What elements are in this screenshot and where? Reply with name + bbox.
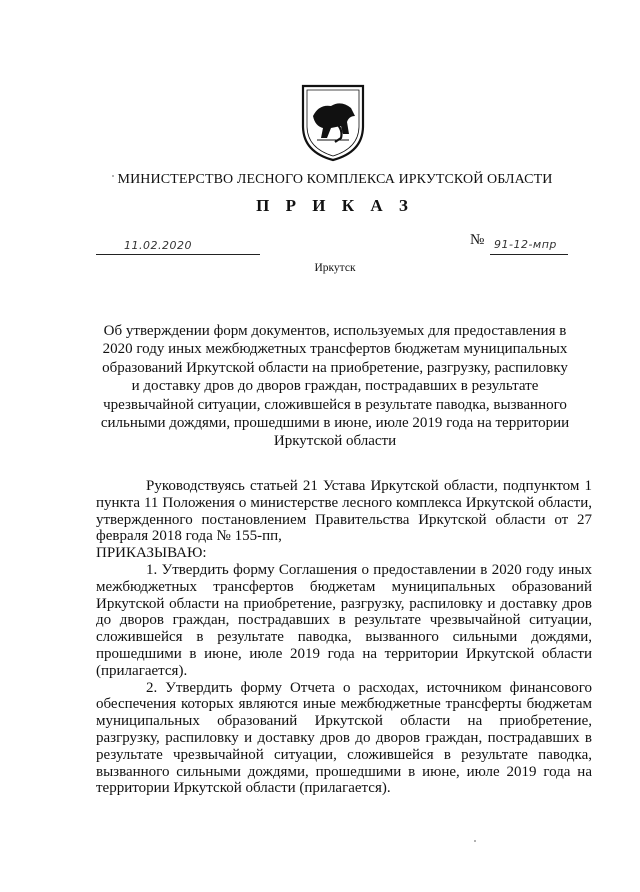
scan-speck [112, 175, 114, 177]
order-item-1: 1. Утвердить форму Соглашения о предоставлении в 2020 году иных межбюджетных трансфертов бюджетам муниципальных образований Иркутской области на приобретение, разгрузку, распиловку и доставку дров до дворов граждан, пострадавших в результате чрезвычайной ситуации, сложившейся в результате паводка, вызванного сильными дождями, прошедшими в июне, июле 2019 года на территории Иркутской области (прилагается). [96, 561, 592, 679]
order-item-2: 2. Утвердить форму Отчета о расходах, источником финансового обеспечения которых являются иные межбюджетные трансферты бюджетам муниципальных образований Иркутской области на приобретение, разгрузку, распиловку и доставку дров до дворов граждан, пострадавших в результате чрезвычайной ситуации, сложившейся в результате паводка, вызванного сильными дождями, прошедшими в июне, июле 2019 года на территории Иркутской области (прилагается). [96, 679, 592, 797]
number-field [490, 236, 568, 255]
order-body [96, 478, 592, 797]
coat-of-arms-icon [297, 82, 369, 162]
date-field [96, 236, 260, 255]
number-label: № [470, 232, 485, 248]
order-subject: Об утверждении форм документов, используемых для предоставления в 2020 году иных межбюджетных трансфертов бюджетам муниципальных образований Иркутской области на приобретение, разгрузку, распиловку и доставку дров до дворов граждан, пострадавших в результате чрезвычайной ситуации, сложившейся в результате паводка, вызванного сильными дождями, прошедшими в июне, июле 2019 года на территории Иркутской области [100, 323, 570, 450]
ministry-name: МИНИСТЕРСТВО ЛЕСНОГО КОМПЛЕКСА ИРКУТСКОЙ ОБЛАСТИ [117, 172, 553, 187]
preamble-paragraph: Руководствуясь статьей 21 Устава Иркутской области, подпунктом 1 пункта 11 Положения о министерстве лесного комплекса Иркутской области, утвержденного постановлением Правительства Иркутской области от 27 февраля 2018 года № 155-пп, [96, 478, 592, 545]
handwritten-date: 11.02.2020 [124, 239, 192, 252]
scan-speck [474, 840, 476, 842]
document-type-title: П Р И К А З [256, 196, 414, 215]
city-name: Иркутск [314, 262, 356, 274]
handwritten-number: 91-12-мпр [494, 238, 557, 251]
order-word: ПРИКАЗЫВАЮ: [96, 545, 207, 562]
